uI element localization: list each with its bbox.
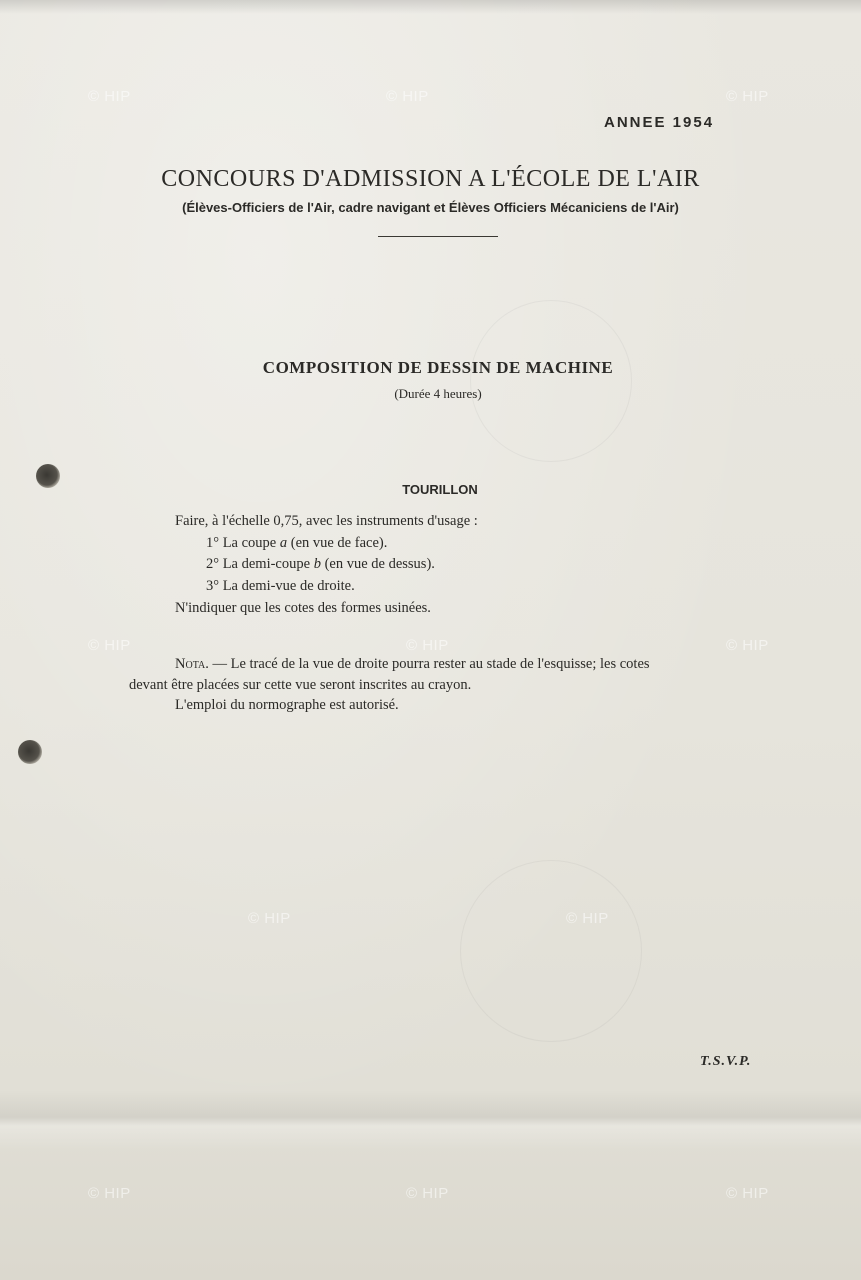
- exam-duration: (Durée 4 heures): [394, 386, 482, 401]
- note-label: Nota.: [175, 656, 209, 672]
- watermark: © HIP: [248, 910, 291, 927]
- watermark: © HIP: [88, 1185, 131, 1202]
- list-item: [206, 556, 435, 573]
- title-divider: [378, 236, 498, 237]
- list-item-variable: a: [279, 535, 288, 551]
- list-item-number: 3°: [206, 578, 220, 594]
- note-line-2: devant être placées sur cette vue seront inscrites au crayon.: [129, 677, 472, 693]
- show-through-circle-top: [470, 300, 632, 462]
- watermark: © HIP: [406, 637, 449, 654]
- paper-fold-crease: [0, 1090, 861, 1150]
- watermark: © HIP: [726, 88, 769, 105]
- turn-over-note: T.S.V.P.: [700, 1054, 752, 1069]
- list-item-text: La demi-coupe: [222, 556, 314, 572]
- paper-edge-shadow: [0, 0, 861, 14]
- document-subtitle: (Élèves-Officiers de l'Air, cadre navigant et Élèves Officiers Mécaniciens de l'Air): [182, 200, 679, 215]
- exam-year: ANNEE 1954: [604, 114, 715, 131]
- punch-hole-bottom: [18, 740, 42, 764]
- document-title: CONCOURS D'ADMISSION A L'ÉCOLE DE L'AIR: [161, 166, 700, 192]
- watermark: © HIP: [88, 637, 131, 654]
- note-line-1: [175, 656, 650, 673]
- problem-intro: Faire, à l'échelle 0,75, avec les instruments d'usage :: [175, 513, 478, 529]
- list-item-text: La demi-vue de droite.: [222, 578, 355, 594]
- watermark: © HIP: [726, 637, 769, 654]
- watermark: © HIP: [386, 88, 429, 105]
- watermark: © HIP: [406, 1185, 449, 1202]
- list-item-text: (en vue de dessus).: [320, 556, 435, 572]
- list-item-text: (en vue de face).: [287, 535, 388, 551]
- note-line-3: L'emploi du normographe est autorisé.: [175, 697, 399, 713]
- watermark: © HIP: [88, 88, 131, 105]
- list-item-variable: b: [313, 556, 321, 572]
- list-item-text: La coupe: [222, 535, 280, 551]
- exam-subject: COMPOSITION DE DESSIN DE MACHINE: [262, 358, 614, 377]
- list-item: [206, 535, 387, 552]
- list-item: [206, 578, 355, 595]
- watermark: © HIP: [566, 910, 609, 927]
- list-item-number: 2°: [206, 556, 220, 572]
- problem-instruction: N'indiquer que les cotes des formes usinées.: [175, 600, 431, 616]
- note-text: — Le tracé de la vue de droite pourra rester au stade de l'esquisse; les cotes: [208, 656, 650, 672]
- show-through-circle-bottom: [460, 860, 642, 1042]
- problem-heading: TOURILLON: [402, 482, 478, 497]
- watermark: © HIP: [726, 1185, 769, 1202]
- punch-hole-top: [36, 464, 60, 488]
- list-item-number: 1°: [206, 535, 220, 551]
